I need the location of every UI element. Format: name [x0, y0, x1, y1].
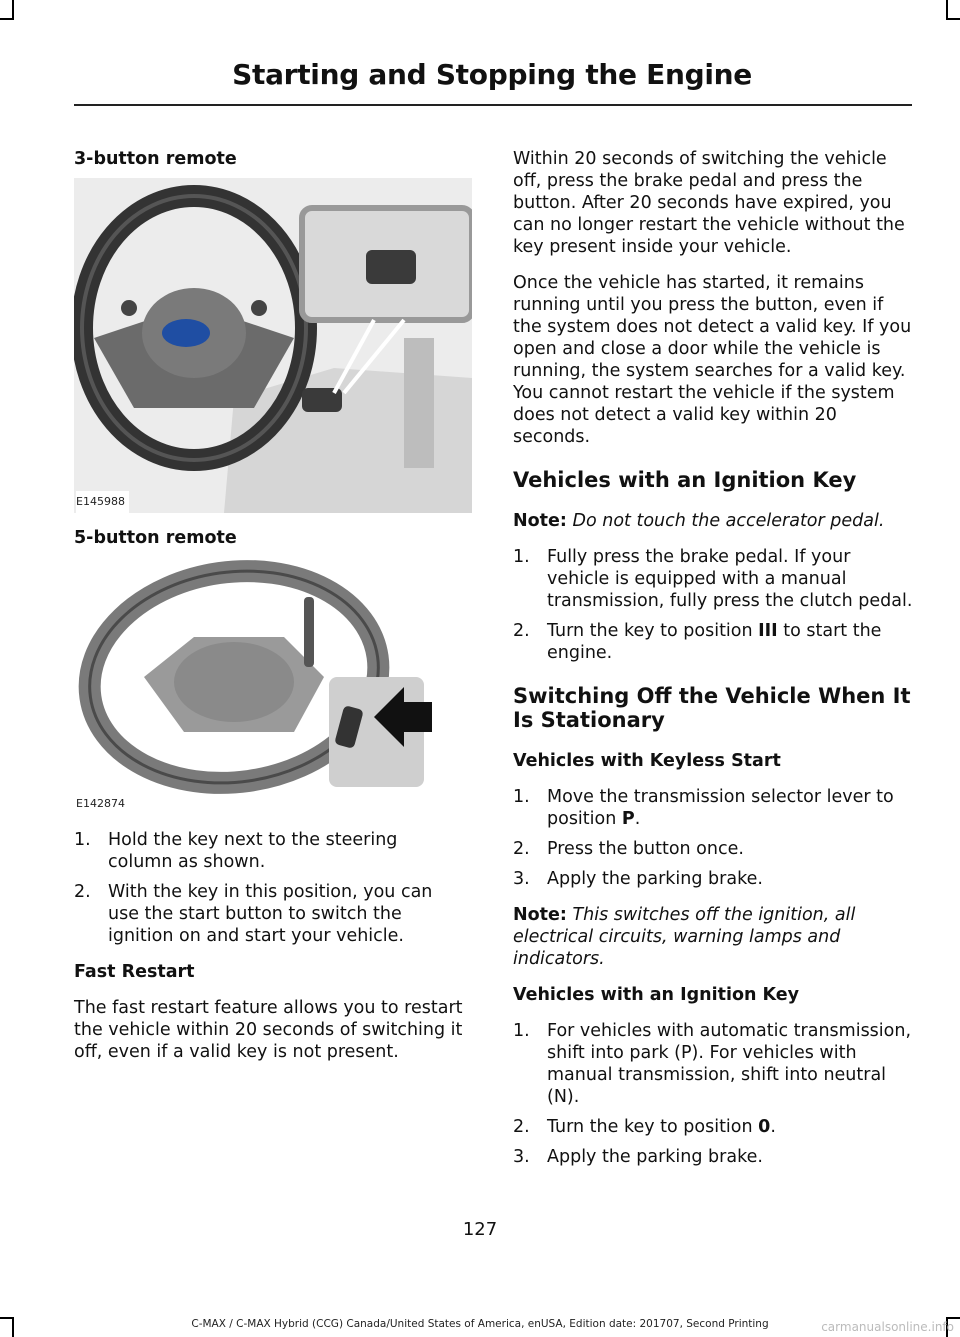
step-number: 2. — [513, 839, 530, 859]
list-item — [513, 786, 913, 830]
step-text: Hold the key next to the steering column as shown. — [108, 830, 398, 872]
list-item — [513, 620, 913, 664]
footer-text: C-MAX / C-MAX Hybrid (CCG) Canada/United States of America, enUSA, Edition date: 201707, Second Printing — [191, 1318, 769, 1330]
left-column — [74, 148, 466, 1077]
subsection-heading: Vehicles with Keyless Start — [513, 751, 781, 771]
step-text: For vehicles with automatic transmission, shift into park (P). For vehicles with manual transmission, shift into neutral (N). — [547, 1021, 912, 1107]
page-title: Starting and Stopping the Engine — [232, 58, 752, 91]
step-text: Turn the key to position 0. — [547, 1117, 776, 1137]
figure-code: E145988 — [76, 491, 129, 513]
subsection-heading: Vehicles with an Ignition Key — [513, 985, 800, 1005]
step-text: Fully press the brake pedal. If your vehicle is equipped with a manual transmission, fully press the clutch pedal. — [547, 547, 913, 611]
step-text: Move the transmission selector lever to position P. — [547, 787, 894, 829]
list-item — [74, 829, 466, 873]
steering-column-illustration — [74, 557, 434, 815]
watermark: carmanualsonline.info — [821, 1320, 954, 1334]
crop-mark — [0, 18, 12, 20]
right-column — [513, 148, 913, 1176]
note-text: This switches off the ignition, all electrical circuits, warning lamps and indicators. — [513, 905, 856, 969]
note-label: Note: — [513, 905, 567, 925]
section-heading: Switching Off the Vehicle When It Is Stationary — [513, 684, 911, 732]
step-text: Apply the parking brake. — [547, 869, 763, 889]
figure-five-button-remote — [74, 557, 434, 815]
steering-wheel-illustration — [74, 178, 472, 513]
step-text: Apply the parking brake. — [547, 1147, 763, 1167]
note — [513, 904, 913, 970]
step-number: 3. — [513, 869, 530, 889]
figure-three-button-remote — [74, 178, 472, 513]
step-number: 2. — [74, 882, 91, 902]
list-item — [513, 546, 913, 612]
section-heading: Vehicles with an Ignition Key — [513, 468, 857, 492]
step-text: Turn the key to position III to start the engine. — [547, 621, 882, 663]
step-number: 3. — [513, 1147, 530, 1167]
step-text: With the key in this position, you can use the start button to switch the ignition on and start your vehicle. — [108, 882, 433, 946]
list-item — [513, 1116, 913, 1138]
paragraph: Once the vehicle has started, it remains running until you press the button, even if the system does not detect a valid key. If you open and close a door while the vehicle is running, the system searches for a valid key. You cannot restart the vehicle if the system does not detect a valid key within 20 seconds. — [513, 273, 912, 447]
list-item — [513, 838, 913, 860]
list-item — [513, 868, 913, 890]
figure-code: E142874 — [76, 793, 129, 815]
crop-mark — [948, 18, 960, 20]
fast-restart-text: The fast restart feature allows you to restart the vehicle within 20 seconds of switching it off, even if a valid key is not present. — [74, 998, 463, 1062]
crop-mark — [946, 0, 948, 20]
three-button-heading: 3-button remote — [74, 149, 237, 169]
list-item — [513, 1146, 913, 1168]
step-text: Press the button once. — [547, 839, 744, 859]
crop-mark — [12, 0, 14, 20]
page-number: 127 — [462, 1219, 498, 1240]
list-item — [74, 881, 466, 947]
note — [513, 510, 913, 532]
fast-restart-heading: Fast Restart — [74, 962, 195, 982]
step-number: 2. — [513, 621, 530, 641]
step-number: 2. — [513, 1117, 530, 1137]
step-number: 1. — [513, 547, 530, 567]
header-rule — [74, 104, 912, 106]
paragraph: Within 20 seconds of switching the vehicle off, press the brake pedal and press the button. After 20 seconds have expired, you can no longer restart the vehicle without the key present inside your vehicle. — [513, 149, 905, 257]
step-number: 1. — [74, 830, 91, 850]
step-number: 1. — [513, 1021, 530, 1041]
step-number: 1. — [513, 787, 530, 807]
list-item — [513, 1020, 913, 1108]
note-label: Note: — [513, 511, 567, 531]
five-button-heading: 5-button remote — [74, 528, 237, 548]
note-text: Do not touch the accelerator pedal. — [572, 511, 885, 531]
